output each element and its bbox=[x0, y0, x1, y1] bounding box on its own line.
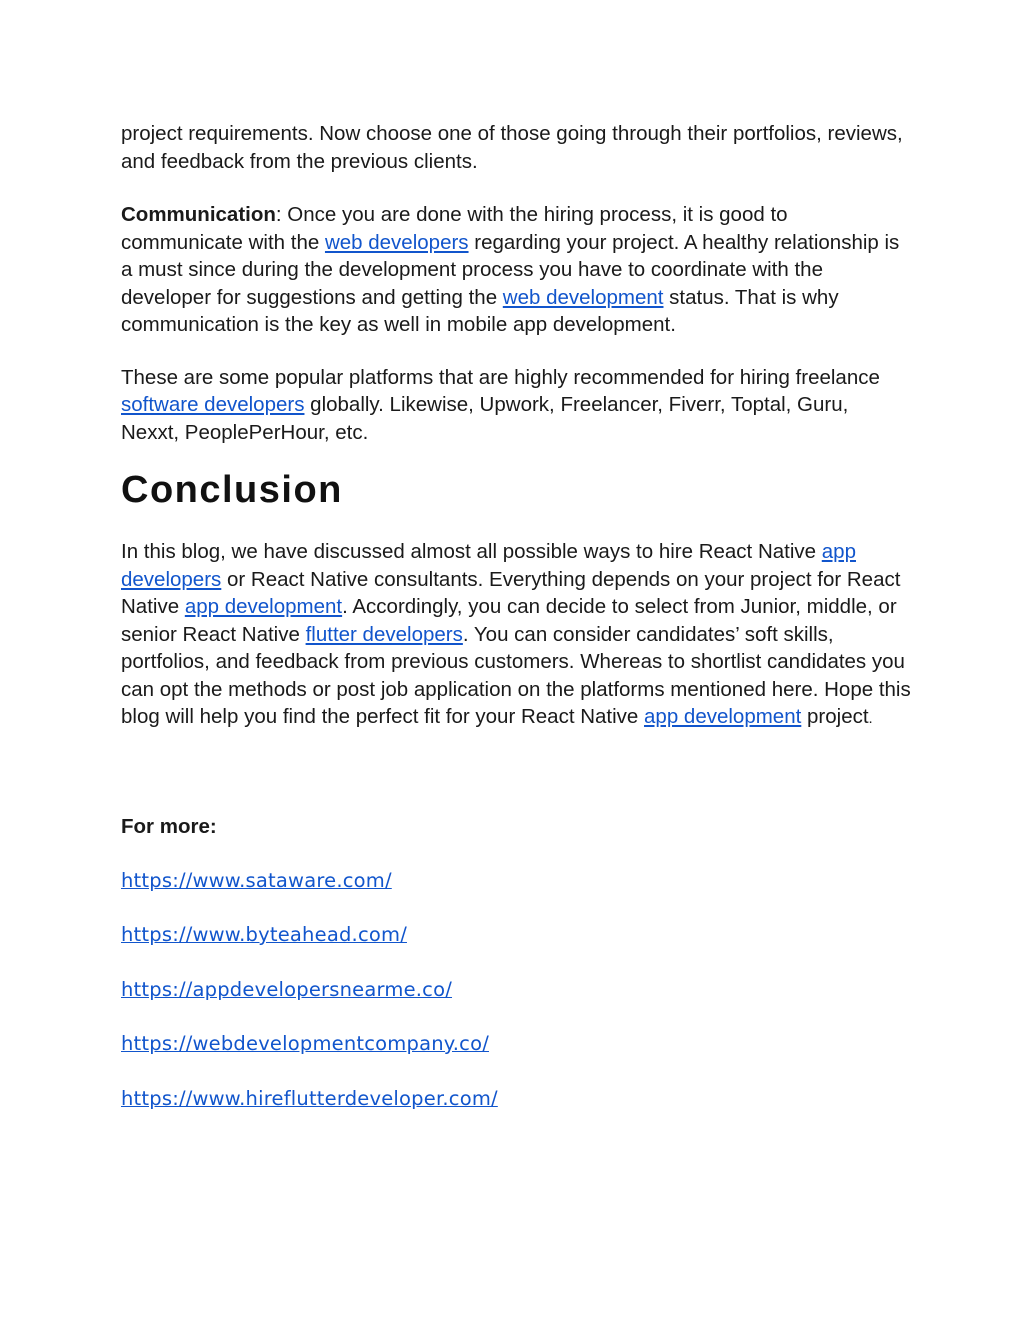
paragraph-text: . You can consider candidates’ soft skills, portfolios, and feedback from previous customers. Whereas to shortlist candidates you can opt the methods or post job application on the platforms mentioned here. Hope this blog will help you find the perfect fit for your React Native bbox=[121, 622, 911, 728]
conclusion-heading: Conclusion bbox=[121, 469, 343, 511]
paragraph-text: project requirements. Now choose one of those going through their portfolios, reviews, and feedback from the previous clients. bbox=[121, 122, 903, 173]
paragraph-text: status. That is why communication is the key as well in mobile app development. bbox=[121, 285, 839, 336]
paragraph-period: . bbox=[868, 710, 873, 727]
hireflutterdeveloper-url-link[interactable]: https://www.hireflutterdeveloper.com/ bbox=[121, 1086, 498, 1110]
byteahead-url-link[interactable]: https://www.byteahead.com/ bbox=[121, 923, 407, 946]
app-development-link-2[interactable]: app development bbox=[644, 705, 802, 728]
paragraph-conclusion bbox=[121, 538, 911, 733]
communication-label: Communication bbox=[121, 203, 276, 226]
paragraph-text: or React Native consultants. Everything depends on your project for React Native bbox=[121, 567, 901, 618]
web-development-link[interactable]: web development bbox=[502, 285, 664, 309]
paragraph-text: globally. Likewise, Upwork, Freelancer, Fiverr, Toptal, Guru, Nexxt, PeoplePerHour, etc. bbox=[121, 393, 849, 444]
document-page bbox=[121, 120, 911, 1140]
app-development-link[interactable]: app development bbox=[184, 595, 343, 618]
web-developers-link[interactable]: web developers bbox=[324, 230, 469, 254]
software-developers-link[interactable]: software developers bbox=[121, 393, 305, 416]
paragraph-text: : Once you are done with the hiring process, it is good to communicate with the bbox=[121, 203, 788, 254]
paragraph-platforms bbox=[121, 364, 911, 447]
paragraph-text: These are some popular platforms that are highly recommended for hiring freelance bbox=[121, 365, 880, 389]
paragraph-text: project bbox=[801, 705, 869, 728]
app-developers-link[interactable]: app developers bbox=[121, 540, 856, 591]
paragraph-text: . Accordingly, you can decide to select from Junior, middle, or senior React Native bbox=[121, 595, 897, 646]
webdevelopmentcompany-url-link[interactable]: https://webdevelopmentcompany.co/ bbox=[121, 1032, 489, 1055]
paragraph-text: In this blog, we have discussed almost all possible ways to hire React Native bbox=[121, 540, 822, 563]
sataware-url-link[interactable]: https://www.sataware.com/ bbox=[121, 868, 392, 892]
url-list bbox=[121, 868, 911, 1112]
paragraph-communication bbox=[121, 201, 911, 339]
for-more-label: For more: bbox=[121, 814, 217, 838]
paragraph-requirements bbox=[121, 120, 911, 175]
flutter-developers-link[interactable]: flutter developers bbox=[305, 622, 463, 646]
paragraph-text: regarding your project. A healthy relationship is a must since during the development process you have to coordinate with the developer for suggestions and getting the bbox=[121, 230, 900, 309]
appdevelopersnearme-url-link[interactable]: https://appdevelopersnearme.co/ bbox=[121, 977, 453, 1001]
